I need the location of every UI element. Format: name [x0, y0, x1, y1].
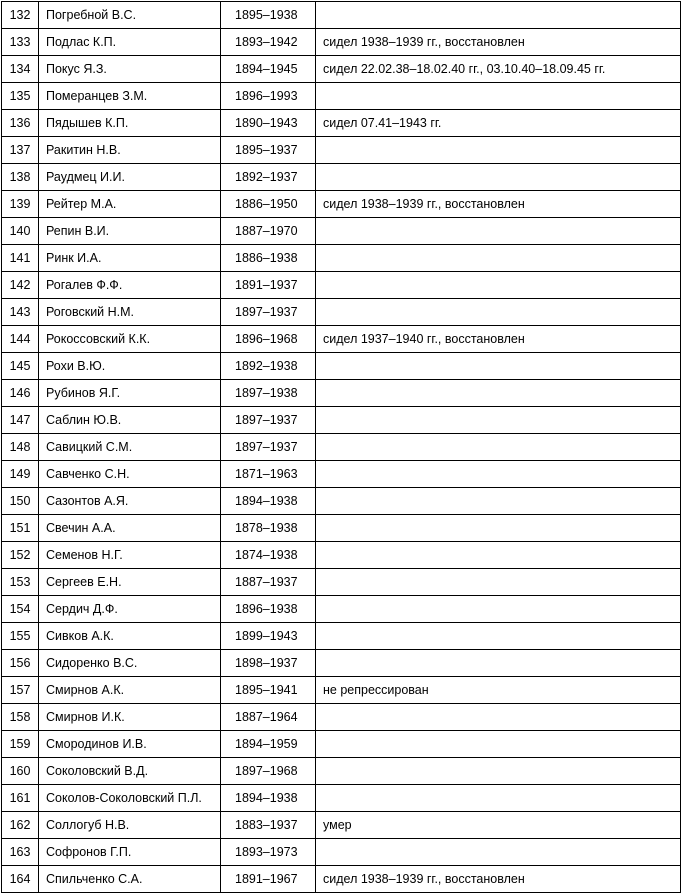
table-row [2, 407, 681, 434]
row-number: 143 [2, 299, 39, 326]
person-name: Савченко С.Н. [39, 461, 221, 488]
life-years: 1886–1950 [221, 191, 316, 218]
person-name: Сазонтов А.Я. [39, 488, 221, 515]
table-row [2, 326, 681, 353]
life-years: 1894–1938 [221, 488, 316, 515]
person-name: Соколов-Соколовский П.Л. [39, 785, 221, 812]
note: сидел 1938–1939 гг., восстановлен [316, 866, 681, 893]
table-row [2, 623, 681, 650]
row-number: 140 [2, 218, 39, 245]
person-name: Смирнов И.К. [39, 704, 221, 731]
person-name: Ракитин Н.В. [39, 137, 221, 164]
table-row [2, 218, 681, 245]
person-name: Подлас К.П. [39, 29, 221, 56]
note [316, 839, 681, 866]
table-row [2, 2, 681, 29]
row-number: 158 [2, 704, 39, 731]
note: не репрессирован [316, 677, 681, 704]
note [316, 2, 681, 29]
table-row [2, 29, 681, 56]
row-number: 164 [2, 866, 39, 893]
row-number: 136 [2, 110, 39, 137]
table-row [2, 299, 681, 326]
table-row [2, 110, 681, 137]
row-number: 161 [2, 785, 39, 812]
life-years: 1893–1973 [221, 839, 316, 866]
note [316, 353, 681, 380]
row-number: 157 [2, 677, 39, 704]
table-row [2, 542, 681, 569]
person-name: Сивков А.К. [39, 623, 221, 650]
table-row [2, 245, 681, 272]
table-row [2, 596, 681, 623]
table-row [2, 758, 681, 785]
person-name: Роговский Н.М. [39, 299, 221, 326]
note [316, 488, 681, 515]
row-number: 144 [2, 326, 39, 353]
life-years: 1894–1938 [221, 785, 316, 812]
life-years: 1886–1938 [221, 245, 316, 272]
table-row [2, 569, 681, 596]
row-number: 132 [2, 2, 39, 29]
note [316, 731, 681, 758]
life-years: 1874–1938 [221, 542, 316, 569]
life-years: 1871–1963 [221, 461, 316, 488]
table-row [2, 191, 681, 218]
person-name: Репин В.И. [39, 218, 221, 245]
table-row [2, 488, 681, 515]
table-row [2, 137, 681, 164]
table-row [2, 785, 681, 812]
person-name: Раудмец И.И. [39, 164, 221, 191]
note [316, 407, 681, 434]
table-row [2, 83, 681, 110]
row-number: 137 [2, 137, 39, 164]
row-number: 139 [2, 191, 39, 218]
note [316, 380, 681, 407]
life-years: 1895–1938 [221, 2, 316, 29]
person-name: Саблин Ю.В. [39, 407, 221, 434]
life-years: 1887–1964 [221, 704, 316, 731]
life-years: 1896–1968 [221, 326, 316, 353]
row-number: 135 [2, 83, 39, 110]
table-row [2, 704, 681, 731]
note [316, 299, 681, 326]
person-name: Покус Я.З. [39, 56, 221, 83]
table-row [2, 56, 681, 83]
note [316, 704, 681, 731]
row-number: 162 [2, 812, 39, 839]
table-row [2, 380, 681, 407]
note [316, 569, 681, 596]
person-name: Сидоренко В.С. [39, 650, 221, 677]
person-name: Софронов Г.П. [39, 839, 221, 866]
table-row [2, 731, 681, 758]
note [316, 272, 681, 299]
note [316, 596, 681, 623]
life-years: 1896–1993 [221, 83, 316, 110]
life-years: 1891–1937 [221, 272, 316, 299]
note [316, 515, 681, 542]
person-name: Померанцев З.М. [39, 83, 221, 110]
life-years: 1893–1942 [221, 29, 316, 56]
person-name: Рохи В.Ю. [39, 353, 221, 380]
table-row [2, 812, 681, 839]
note: умер [316, 812, 681, 839]
row-number: 148 [2, 434, 39, 461]
person-name: Пядышев К.П. [39, 110, 221, 137]
row-number: 147 [2, 407, 39, 434]
row-number: 156 [2, 650, 39, 677]
table-row [2, 515, 681, 542]
row-number: 150 [2, 488, 39, 515]
person-name: Погребной В.С. [39, 2, 221, 29]
life-years: 1898–1937 [221, 650, 316, 677]
note: сидел 1937–1940 гг., восстановлен [316, 326, 681, 353]
row-number: 155 [2, 623, 39, 650]
person-name: Рогалев Ф.Ф. [39, 272, 221, 299]
note [316, 758, 681, 785]
life-years: 1883–1937 [221, 812, 316, 839]
note [316, 434, 681, 461]
life-years: 1878–1938 [221, 515, 316, 542]
person-name: Смородинов И.В. [39, 731, 221, 758]
row-number: 152 [2, 542, 39, 569]
row-number: 163 [2, 839, 39, 866]
table-row [2, 461, 681, 488]
table-row [2, 677, 681, 704]
life-years: 1892–1937 [221, 164, 316, 191]
table-body [2, 2, 681, 893]
note [316, 461, 681, 488]
life-years: 1897–1938 [221, 380, 316, 407]
note [316, 245, 681, 272]
table-row [2, 866, 681, 893]
person-name: Сергеев Е.Н. [39, 569, 221, 596]
person-name: Рейтер М.А. [39, 191, 221, 218]
note [316, 542, 681, 569]
row-number: 146 [2, 380, 39, 407]
row-number: 154 [2, 596, 39, 623]
row-number: 142 [2, 272, 39, 299]
row-number: 151 [2, 515, 39, 542]
table-row [2, 650, 681, 677]
note [316, 83, 681, 110]
note: сидел 1938–1939 гг., восстановлен [316, 29, 681, 56]
table-row [2, 353, 681, 380]
note [316, 650, 681, 677]
life-years: 1897–1968 [221, 758, 316, 785]
person-name: Ринк И.А. [39, 245, 221, 272]
row-number: 149 [2, 461, 39, 488]
life-years: 1890–1943 [221, 110, 316, 137]
life-years: 1897–1937 [221, 299, 316, 326]
note [316, 164, 681, 191]
life-years: 1899–1943 [221, 623, 316, 650]
row-number: 134 [2, 56, 39, 83]
row-number: 153 [2, 569, 39, 596]
life-years: 1897–1937 [221, 407, 316, 434]
person-name: Рокоссовский К.К. [39, 326, 221, 353]
note: сидел 07.41–1943 гг. [316, 110, 681, 137]
life-years: 1887–1937 [221, 569, 316, 596]
table-row [2, 434, 681, 461]
table-row [2, 839, 681, 866]
person-name: Семенов Н.Г. [39, 542, 221, 569]
note: сидел 1938–1939 гг., восстановлен [316, 191, 681, 218]
note: сидел 22.02.38–18.02.40 гг., 03.10.40–18.09.45 гг. [316, 56, 681, 83]
table-row [2, 272, 681, 299]
person-name: Свечин А.А. [39, 515, 221, 542]
person-name: Соколовский В.Д. [39, 758, 221, 785]
row-number: 145 [2, 353, 39, 380]
row-number: 138 [2, 164, 39, 191]
person-name: Спильченко С.А. [39, 866, 221, 893]
life-years: 1896–1938 [221, 596, 316, 623]
life-years: 1895–1941 [221, 677, 316, 704]
row-number: 141 [2, 245, 39, 272]
note [316, 623, 681, 650]
table-row [2, 164, 681, 191]
life-years: 1891–1967 [221, 866, 316, 893]
person-name: Рубинов Я.Г. [39, 380, 221, 407]
row-number: 159 [2, 731, 39, 758]
note [316, 785, 681, 812]
person-name: Соллогуб Н.В. [39, 812, 221, 839]
note [316, 218, 681, 245]
row-number: 133 [2, 29, 39, 56]
note [316, 137, 681, 164]
life-years: 1897–1937 [221, 434, 316, 461]
person-name: Савицкий С.М. [39, 434, 221, 461]
people-table [1, 1, 681, 893]
life-years: 1887–1970 [221, 218, 316, 245]
life-years: 1894–1959 [221, 731, 316, 758]
person-name: Смирнов А.К. [39, 677, 221, 704]
person-name: Сердич Д.Ф. [39, 596, 221, 623]
life-years: 1892–1938 [221, 353, 316, 380]
row-number: 160 [2, 758, 39, 785]
life-years: 1894–1945 [221, 56, 316, 83]
life-years: 1895–1937 [221, 137, 316, 164]
